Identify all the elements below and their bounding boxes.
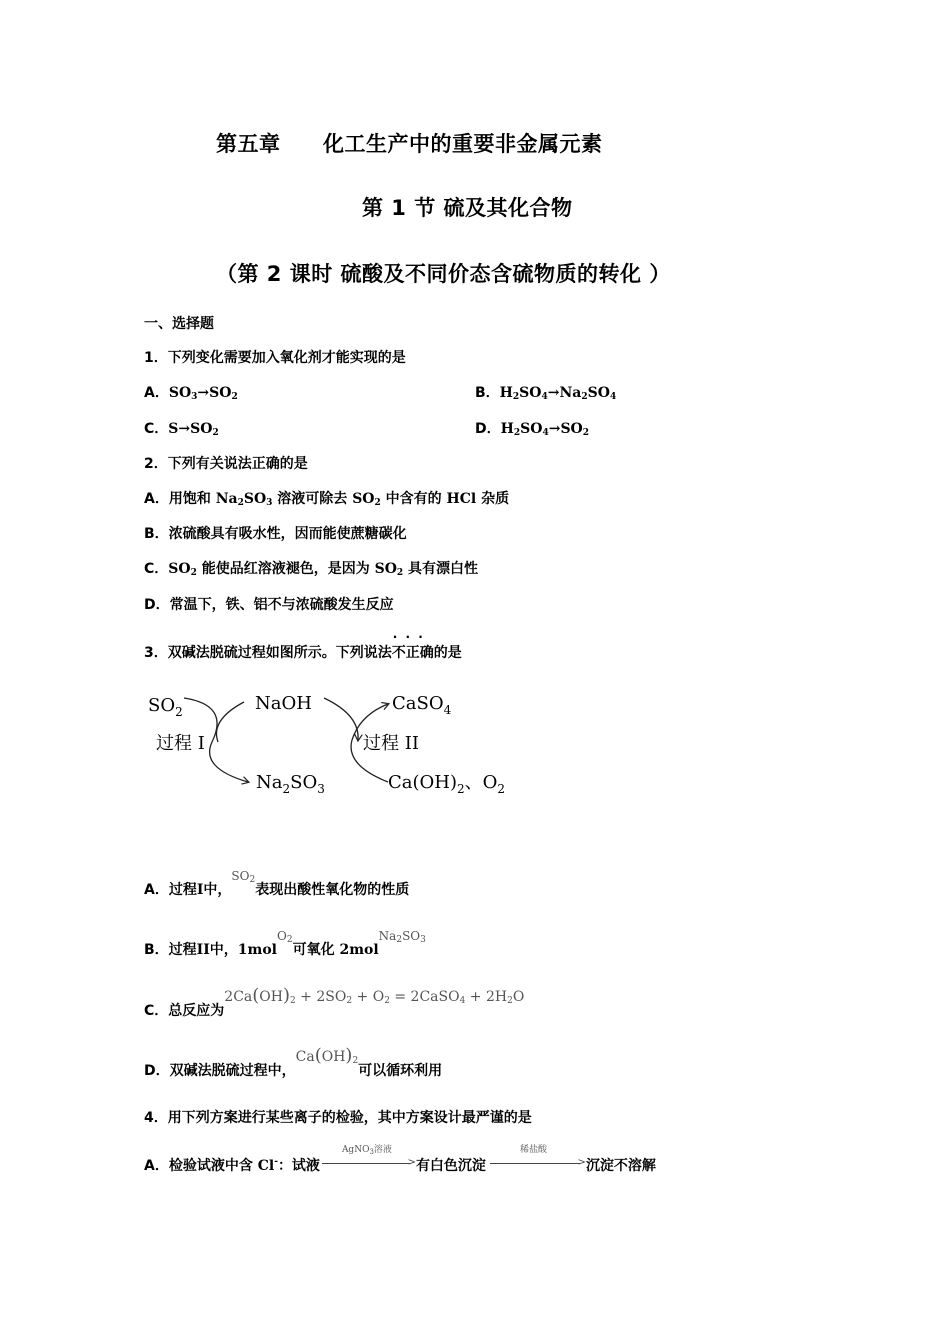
question-1-option-a: A．$SO_3\to SO_2$ (144, 385, 238, 402)
question-2-option-a: A．用饱和 $Na_2SO_3$ 溶液可除去 $SO_2$ 中含有的 HCl 杂质 (144, 491, 510, 508)
arc-process1-right (216, 702, 244, 742)
section-heading: 一、选择题 (144, 316, 214, 332)
section-title: 第 1 节 硫及其化合物 (362, 196, 573, 220)
emphasis-dots: · · · 不正确 (392, 642, 434, 662)
arc-process2-right (324, 698, 358, 740)
question-2-stem: 2．下列有关说法正确的是 (144, 456, 308, 472)
question-3-option-c: C．总反应为$2Ca(OH)_2 + 2SO_2 + O_2$ = 2CaSO$_4$ + $2H_2O$ (144, 985, 525, 1019)
question-1-option-b: B．$H_2SO_4\to Na_2SO_4$ (475, 385, 617, 402)
label-so2: $SO_2$ (148, 695, 183, 719)
question-4-option-a: A．检验试液中含 Cl-：试液 AgNO$_3$溶液 > 有白色沉淀 稀盐酸 > 沉淀不溶解 (144, 1145, 656, 1174)
label-na2so3: $Na_2SO_3$ (256, 772, 325, 796)
chapter-number: 第五章 (216, 132, 281, 156)
question-1-option-d: D．$H_2SO_4\to SO_2$ (475, 421, 590, 438)
question-1-option-c: C．$S\to SO_2$ (144, 421, 219, 438)
question-2-option-c: C．$SO_2$ 能使品红溶液褪色，是因为 $SO_2$ 具有漂白性 (144, 561, 479, 578)
label-process2: 过程 II (363, 733, 419, 754)
lesson-title: （第 2 课时 硫酸及不同价态含硫物质的转化 ） (216, 262, 671, 286)
question-3-option-d: D．双碱法脱硫过程中，$Ca(OH)_2$可以循环利用 (144, 1045, 443, 1079)
question-2-option-b: B．浓硫酸具有吸水性，因而能使蔗糖碳化 (144, 526, 407, 542)
label-process1: 过程 I (156, 733, 205, 754)
question-2-option-d: D．常温下，铁、铝不与浓硫酸发生反应 (144, 597, 394, 613)
chapter-title: 化工生产中的重要非金属元素 (323, 132, 603, 156)
double-alkali-diagram (140, 680, 520, 810)
label-caso4: CaSO$_4$ (392, 693, 452, 717)
label-caoh2-o2: $Ca(OH)_2$、$O_2$ (388, 772, 506, 796)
question-3-option-a: A．过程I中，$SO_2$表现出酸性氧化物的性质 (144, 869, 410, 898)
reaction-arrow-1: AgNO$_3$溶液 > (320, 1156, 416, 1170)
question-1-stem: 1．下列变化需要加入氧化剂才能实现的是 (144, 350, 406, 366)
label-naoh: NaOH (255, 693, 312, 714)
reaction-arrow-2: 稀盐酸 > (486, 1156, 586, 1170)
question-4-stem: 4．用下列方案进行某些离子的检验，其中方案设计最严谨的是 (144, 1110, 532, 1126)
question-3-option-b: B．过程II中，1molO$_2$可氧化 $2molNa_2SO_3$ (144, 929, 426, 958)
question-3-stem: 3．双碱法脱硫过程如图所示。下列说法· · · 不正确的是 (144, 642, 462, 662)
